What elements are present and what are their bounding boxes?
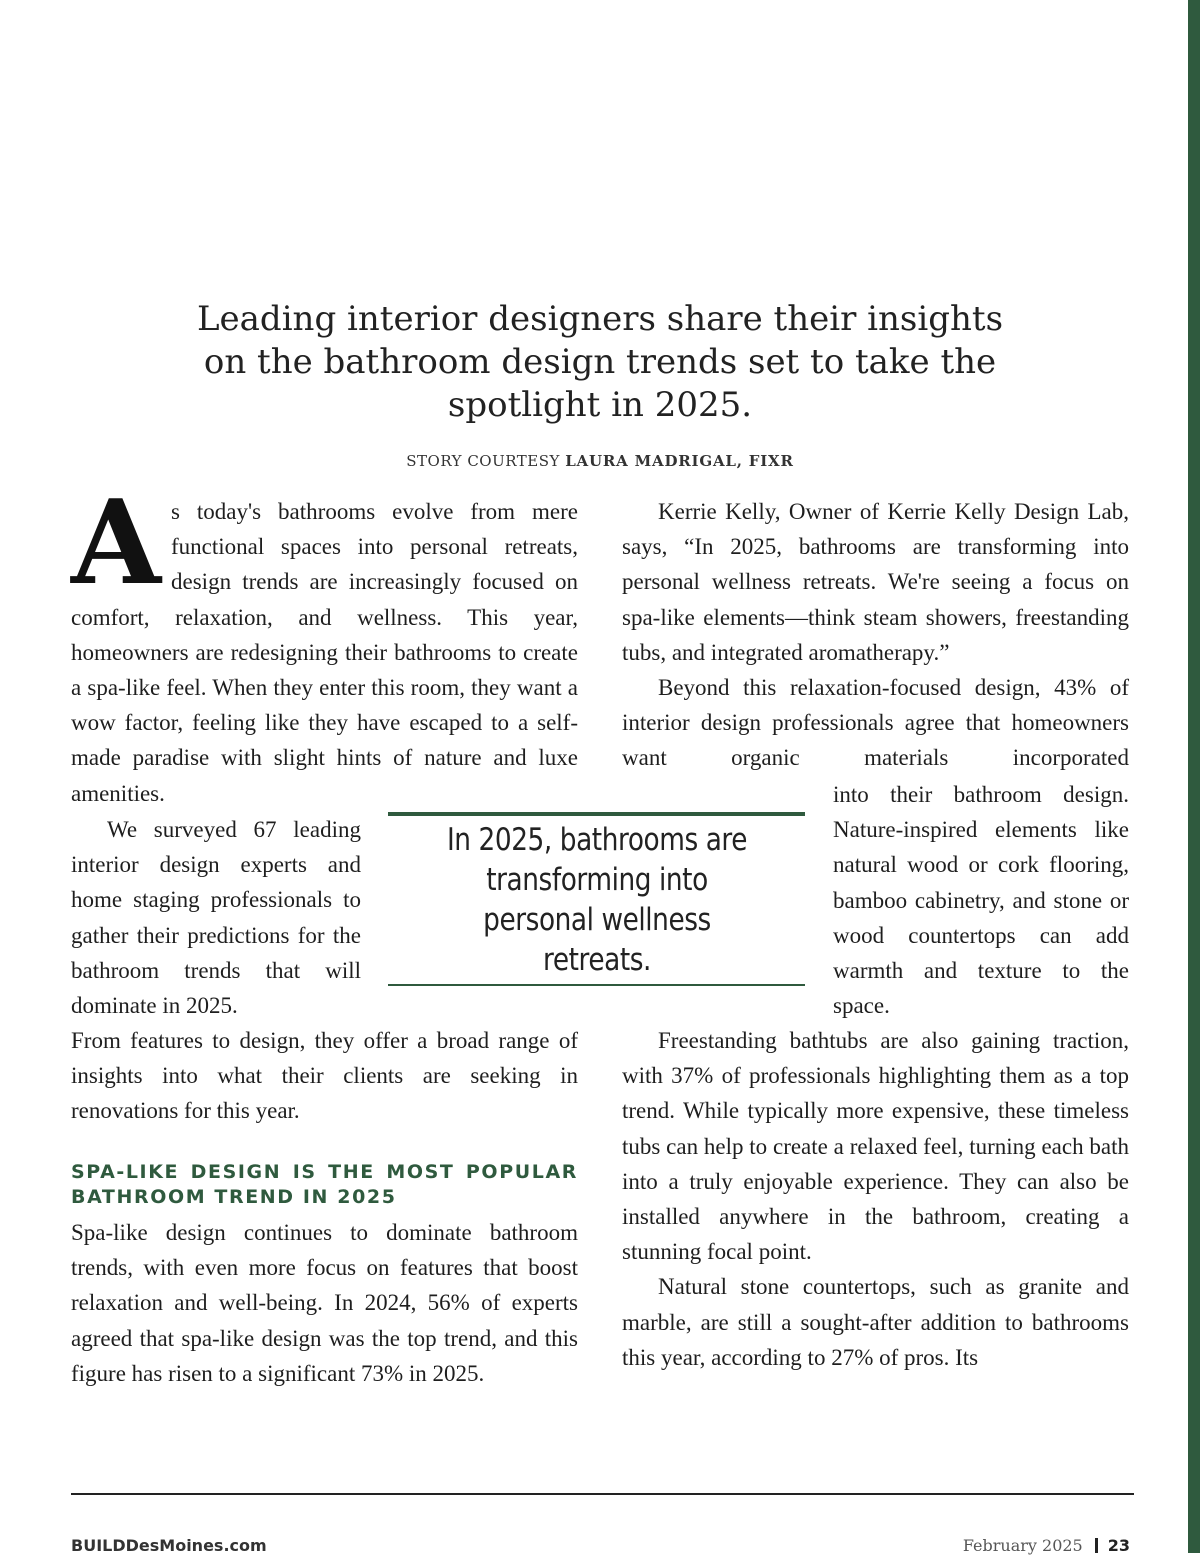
bathtub-paragraph: Freestanding bathtubs are also gaining traction, with 37% of professionals highlighting them as a top trend. While typically more expensive, these timeless tubs can help to create a relaxed feel, turning each bath into a truly enjoyable experience. They can also be installed anywhere in the bathroom, creating a stunning focal point. bbox=[622, 1028, 1129, 1265]
intro-paragraph: s today's bathrooms evolve from mere functional spaces into personal retreats, design trends are increasingly focused on comfort, relaxation, and wellness. This year, homeowners are redesigning their bathrooms to create a spa-like feel. When they enter this room, they want a wow factor, feeling like they have escaped to a self-made paradise with slight hints of nature and luxe amenities. bbox=[71, 499, 578, 806]
page-number: 23 bbox=[1107, 1536, 1130, 1555]
right-column-bottom bbox=[622, 1023, 1129, 1375]
kelly-quote-paragraph: Kerrie Kelly, Owner of Kerrie Kelly Design Lab, says, “In 2025, bathrooms are transforming into personal wellness retreats. We're seeing a focus on spa-like elements—think steam showers, freestanding tubs, and integrated aromatherapy.” bbox=[622, 499, 1129, 665]
left-column-spa bbox=[71, 1215, 578, 1391]
footer-date: February 2025 bbox=[962, 1536, 1083, 1555]
pull-quote bbox=[388, 812, 805, 986]
page-edge-accent-bar bbox=[1188, 0, 1200, 1553]
survey-paragraph-continued: From features to design, they offer a broad range of insights into what their clients are seeking in renovations for this year. bbox=[71, 1028, 578, 1124]
deck-line-1: Leading interior designers share their insights bbox=[196, 299, 1004, 339]
pull-quote-text: In 2025, bathrooms are transforming into personal wellness retreats. bbox=[446, 822, 747, 978]
deck-line-2: on the bathroom design trends set to take the bbox=[203, 342, 997, 382]
article-deck bbox=[150, 298, 1050, 427]
organic-paragraph-start: Beyond this relaxation-focused design, 43% of interior design professionals agree that homeowners want organic materials incorporated bbox=[622, 675, 1129, 771]
footer-folio bbox=[963, 1536, 1130, 1555]
organic-paragraph-continued: into their bathroom design. Nature-inspired elements like natural wood or cork flooring, bamboo cabinetry, and stone or wood countertops can add warmth and texture to the space. bbox=[833, 782, 1129, 1019]
drop-cap: A bbox=[71, 475, 162, 611]
footer-rule bbox=[71, 1493, 1134, 1495]
countertop-paragraph: Natural stone countertops, such as granite and marble, are still a sought-after addition to bathrooms this year, according to 27% of pros. Its bbox=[622, 1274, 1129, 1370]
left-column-intro bbox=[71, 475, 578, 811]
footer-separator bbox=[1095, 1538, 1098, 1553]
deck-line-3: spotlight in 2025. bbox=[447, 385, 753, 425]
spa-paragraph: Spa-like design continues to dominate bathroom trends, with even more focus on features that boost relaxation and well-being. In 2024, 56% of experts agreed that spa-like design was the top trend, and this figure has risen to a significant 73% in 2025. bbox=[71, 1220, 578, 1386]
right-column-narrow bbox=[833, 777, 1129, 1023]
section-subhead: SPA-LIKE DESIGN IS THE MOST POPULAR BATHROOM TREND IN 2025 bbox=[71, 1161, 578, 1208]
credit-author: LAURA MADRIGAL, FIXR bbox=[565, 452, 794, 470]
right-column-top bbox=[622, 494, 1129, 776]
footer-site: BUILDDesMoines.com bbox=[71, 1536, 267, 1555]
left-column-survey-narrow bbox=[71, 812, 361, 1023]
survey-paragraph-narrow: We surveyed 67 leading interior design experts and home staging professionals to gather their predictions for the bathroom trends that will dominate in 2025. bbox=[71, 817, 361, 1019]
story-credit bbox=[150, 452, 1050, 470]
left-column-survey-wide bbox=[71, 1023, 578, 1129]
credit-prefix: STORY COURTESY bbox=[406, 452, 560, 470]
